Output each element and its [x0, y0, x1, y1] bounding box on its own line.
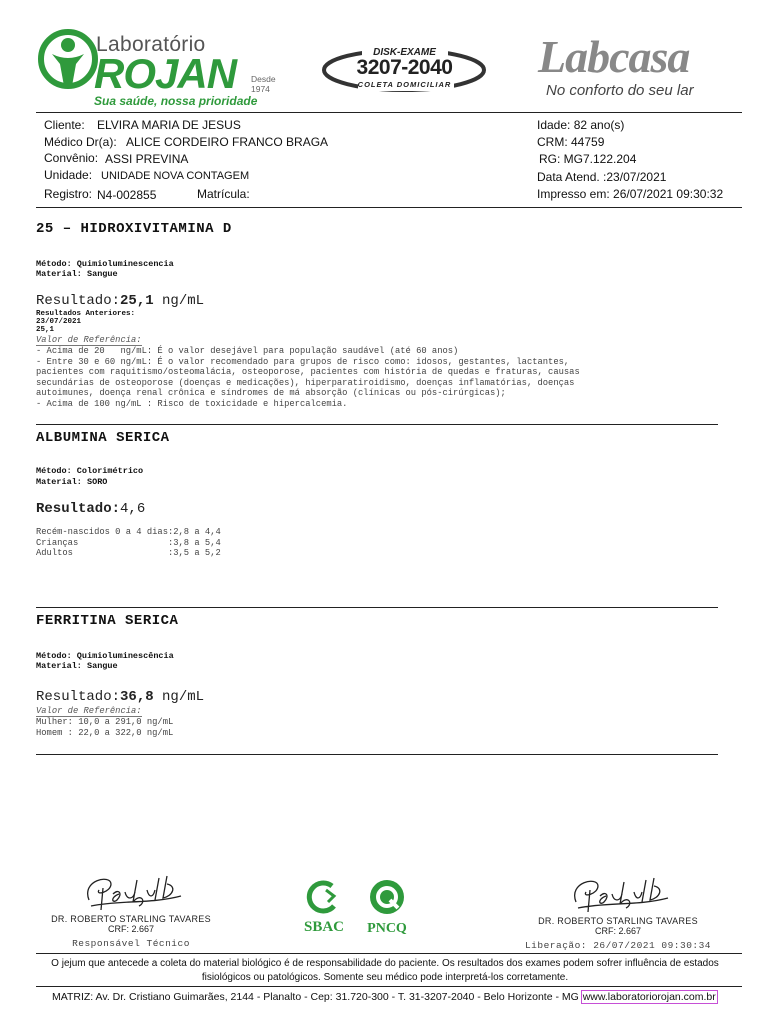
labcasa-slogan: No conforto do seu lar [546, 82, 694, 99]
info-divider [36, 207, 742, 208]
exam-result [36, 501, 145, 517]
result-value: 25,1 [120, 293, 154, 309]
cliente-value: ELVIRA MARIA DE JESUS [97, 118, 241, 132]
ref-text: - Acima de 20 ng/mL: É o valor desejável para população saudável (até 60 anos) - Entre 30 e 60 ng/mL: É o valor recomendado para grupos de risco como: idosos, gestantes, lactantes, pacientes com raquitismo/osteomalácia, osteoporose, pacientes com história de quedas e fraturas, causas secundárias de osteoporose (doenças e medicações), hiperparatiroidismo, doenças inflamatórias, doenças autoimunes, doença renal crônica e síndromes de má absorção (clínicas ou pós-cirúrgicas); - Acima de 100 ng/mL : Risco de toxicidade e hipercalcemia. [36, 346, 580, 409]
disk-top-label: DISK-EXAME [373, 47, 436, 58]
pncq-label: PNCQ [367, 921, 407, 936]
result-value: 36,8 [120, 689, 154, 705]
exam-metodo: Método: Quimioluminescencia [36, 259, 174, 269]
rojan-year: 1974 [251, 84, 270, 94]
convenio-value: ASSI PREVINA [105, 152, 189, 166]
signature-left [36, 870, 226, 949]
disk-exame-logo [322, 44, 487, 102]
result-unit: ng/mL [153, 293, 205, 309]
signature-left-crf: CRF: 2.667 [107, 924, 155, 934]
exam-result [36, 293, 204, 309]
result-value: 4,6 [120, 501, 146, 517]
exam-material: Material: SORO [36, 477, 108, 487]
rojan-slogan: Sua saúde, nossa prioridade [94, 94, 258, 108]
ref-text: Mulher: 10,0 a 291,0 ng/mL Homem : 22,0 a 322,0 ng/mL [36, 717, 174, 738]
disclaimer-text: O jejum que antecede a coleta do material biológico é de responsabilidade do paciente. Os resultados dos exames podem sofrer influência de estados fisiológicos ou patológicos. Somente seu médico pode interpretá-los corretamente. [51, 958, 719, 983]
medico-value: ALICE CORDEIRO FRANCO BRAGA [126, 135, 329, 149]
rojan-lab-text: Laboratório [96, 33, 206, 56]
result-label: Resultado: [36, 293, 121, 309]
signature-right-crf: CRF: 2.667 [594, 926, 642, 936]
exam-metodo: Método: Quimioluminescência [36, 651, 174, 661]
signature-right-name: DR. ROBERTO STARLING TAVARES [538, 916, 698, 926]
registro-value: N4-002855 [97, 188, 157, 202]
section-divider [36, 424, 718, 425]
registro-label: Registro: [44, 187, 93, 201]
ref-text: Recém-nascidos 0 a 4 dias:2,8 a 4,4 Crianças :3,8 a 5,4 Adultos :3,5 a 5,2 [36, 527, 221, 558]
footer-divider-2 [36, 986, 742, 987]
footer-divider [36, 953, 742, 954]
sbac-label: SBAC [303, 919, 344, 935]
anteriores-date: 23/07/2021 [36, 318, 82, 326]
rojan-symbol-icon [38, 28, 98, 90]
exam-title-albumina: ALBUMINA SERICA [36, 430, 170, 446]
result-label: Resultado: [36, 689, 121, 705]
idade-value: Idade: 82 ano(s) [537, 118, 625, 132]
exam-metodo: Método: Colorimétrico [36, 466, 144, 476]
exam-title-vitamina-d: 25 – HIDROXIVITAMINA D [36, 221, 232, 237]
sbac-logo [298, 880, 350, 938]
signature-right-role: Liberação: 26/07/2021 09:30:34 [524, 940, 712, 951]
sbac-icon [304, 880, 344, 914]
exam-material: Material: Sangue [36, 661, 118, 671]
signature-left-icon [71, 870, 191, 914]
unidade-value: UNIDADE NOVA CONTAGEM [101, 170, 250, 182]
pncq-logo [362, 878, 412, 938]
website-link[interactable]: www.laboratoriorojan.com.br [582, 991, 716, 1003]
labcasa-logo: Labcasa [538, 31, 690, 82]
disk-number: 3207-2040 [356, 56, 453, 79]
signature-right-icon [558, 872, 678, 916]
rojan-since [251, 74, 276, 94]
signature-right [520, 872, 716, 951]
signature-left-role: Responsável Técnico [72, 938, 190, 949]
section-divider [36, 754, 718, 755]
anteriores-value: 25,1 [36, 326, 55, 334]
unidade-label: Unidade: [44, 168, 93, 182]
ref-label: Valor de Referência: [36, 706, 142, 716]
address-line [52, 991, 717, 1003]
convenio-label: Convênio: [44, 151, 99, 165]
anteriores-label: Resultados Anteriores: [36, 310, 136, 318]
rojan-desde-label: Desde [251, 74, 276, 84]
matricula-label: Matrícula: [197, 187, 250, 201]
result-label: Resultado: [36, 501, 121, 517]
rojan-name: ROJAN [94, 50, 237, 97]
exam-material: Material: Sangue [36, 269, 118, 279]
signature-left-name: DR. ROBERTO STARLING TAVARES [51, 914, 211, 924]
cliente-label: Cliente: [44, 118, 85, 132]
result-unit: ng/mL [153, 689, 205, 705]
header-divider [36, 112, 742, 113]
impresso-value: Impresso em: 26/07/2021 09:30:32 [537, 187, 724, 201]
exam-title-ferritina: FERRITINA SERICA [36, 613, 179, 629]
section-divider [36, 607, 718, 608]
medico-label: Médico Dr(a): [44, 135, 117, 149]
rg-value: RG: MG7.122.204 [539, 152, 637, 166]
address-text: MATRIZ: Av. Dr. Cristiano Guimarães, 2144 - Planalto - Cep: 31.720-300 - T. 31-3207-2040 - Belo Horizonte - MG [52, 991, 582, 1003]
disk-bottom-label: COLETA DOMICILIAR [357, 80, 452, 89]
crm-value: CRM: 44759 [537, 135, 605, 149]
data-atend-value: Data Atend. :23/07/2021 [537, 170, 667, 184]
ref-label: Valor de Referência: [36, 335, 142, 345]
exam-result [36, 689, 204, 705]
pncq-icon [368, 878, 406, 916]
